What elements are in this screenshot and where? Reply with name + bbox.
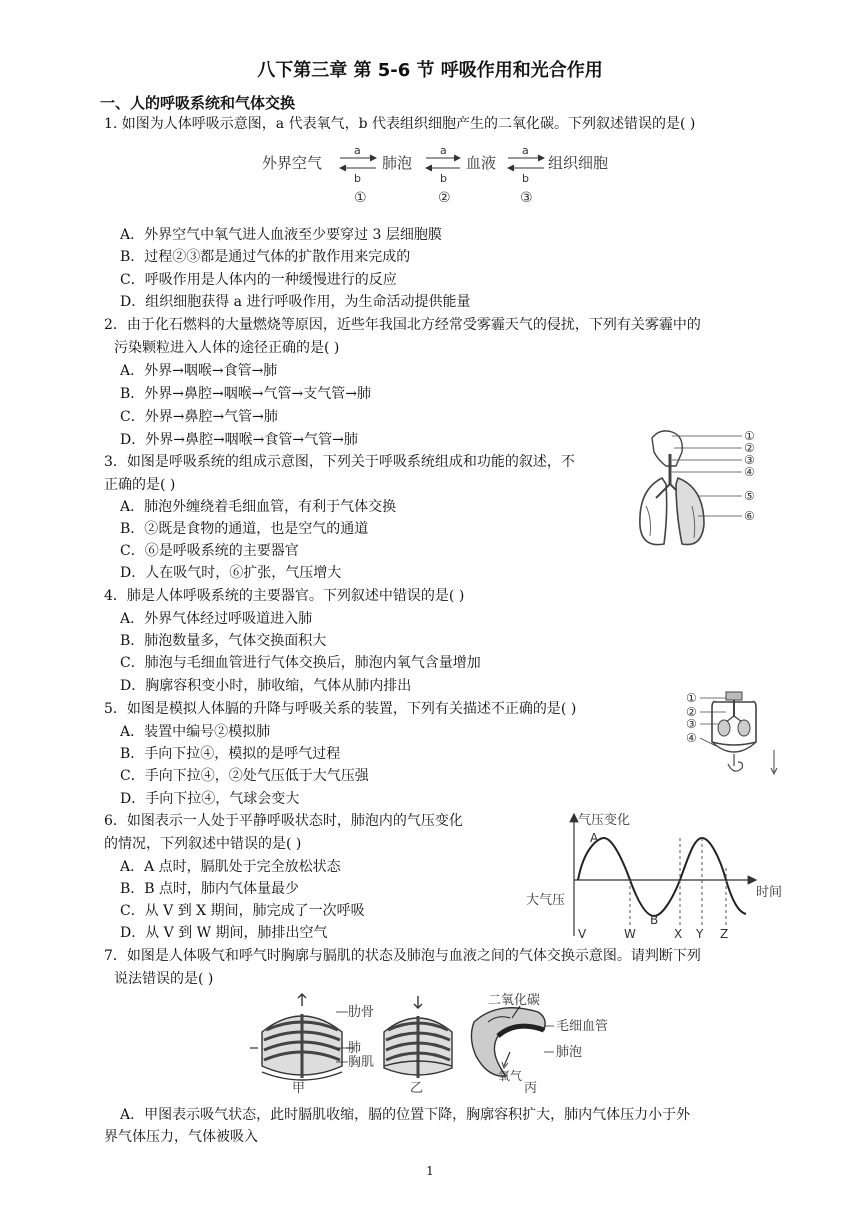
q6-option-a: A．A 点时，膈肌处于完全放松状态 <box>120 859 341 875</box>
svg-text:二氧化碳: 二氧化碳 <box>488 993 541 1008</box>
svg-text:肺: 肺 <box>348 1041 362 1056</box>
svg-text:肋骨: 肋骨 <box>348 1005 375 1020</box>
svg-text:a: a <box>440 144 447 157</box>
svg-text:③: ③ <box>744 453 755 467</box>
q1-stem: 1. 如图为人体呼吸示意图，a 代表氧气，b 代表组织细胞产生的二氧化碳。下列叙述错误的是( ) <box>104 116 696 132</box>
svg-text:①: ① <box>686 691 697 705</box>
q1-node-air: 外界空气 <box>262 154 323 172</box>
q5-option-d: D．手向下拉④，气球会变大 <box>120 791 300 807</box>
svg-text:④: ④ <box>686 731 697 745</box>
svg-text:氧气: 氧气 <box>498 1069 523 1083</box>
q7-stem-line2: 说法错误的是( ) <box>114 971 214 987</box>
svg-text:a: a <box>522 144 529 157</box>
q1-option-c: C．呼吸作用是人体内的一种缓慢进行的反应 <box>120 272 397 288</box>
q3-option-b: B．②既是食物的通道，也是空气的通道 <box>120 521 369 537</box>
q3-stem-line1: 3．如图是呼吸系统的组成示意图，下列关于呼吸系统组成和功能的叙述，不 <box>104 454 575 470</box>
svg-text:b: b <box>440 172 447 185</box>
q5-bell-jar-model-figure <box>686 688 786 780</box>
q6-stem-line1: 6．如图表示一人处于平静呼吸状态时，肺泡内的气压变化 <box>104 813 463 829</box>
q6-baseline-label: 大气压 <box>526 893 566 908</box>
q6-option-c: C．从 V 到 X 期间，肺完成了一次呼吸 <box>120 903 365 919</box>
q3-option-c: C．⑥是呼吸系统的主要器官 <box>120 543 299 559</box>
svg-text:W: W <box>624 927 636 940</box>
q3-option-a: A．肺泡外缠绕着毛细血管，有利于气体交换 <box>120 499 397 515</box>
svg-text:②: ② <box>686 705 697 719</box>
q7-breathing-figure <box>248 992 668 1096</box>
q1-option-a: A．外界空气中氧气进人血液至少要穿过 3 层细胞膜 <box>120 227 442 243</box>
q7-option-a-line1: A．甲图表示吸气状态，此时膈肌收缩，膈的位置下降，胸廓容积扩大，肺内气体压力小于外 <box>120 1107 691 1123</box>
svg-text:V: V <box>578 927 587 940</box>
q5-stem: 5．如图是模拟人体膈的升降与呼吸关系的装置，下列有关描述不正确的是( ) <box>104 701 577 717</box>
q7-alveolus-diagram <box>471 1006 545 1076</box>
q1-respiration-figure <box>262 142 622 206</box>
q4-option-d: D．胸廓容积变小时，肺收缩，气体从肺内排出 <box>120 678 412 694</box>
q5-option-b: B．手向下拉④，模拟的是呼气过程 <box>120 746 341 762</box>
q5-option-c: C．手向下拉④，②处气压低于大气压强 <box>120 768 369 784</box>
q1-node-cells: 组织细胞 <box>548 154 609 172</box>
q1-node-blood: 血液 <box>466 154 497 172</box>
q3-respiratory-system-figure <box>632 426 772 556</box>
q6-stem-line2: 的情况，下列叙述中错误的是( ) <box>104 836 302 852</box>
svg-text:B: B <box>650 913 659 927</box>
q4-option-a: A．外界气体经过呼吸道进入肺 <box>120 611 313 627</box>
svg-text:肺泡: 肺泡 <box>556 1045 583 1060</box>
q6-pressure-curve <box>578 838 746 916</box>
q4-option-c: C．肺泡与毛细血管进行气体交换后，肺泡内氧气含量增加 <box>120 655 481 671</box>
section-heading: 一、人的呼吸系统和气体交换 <box>100 94 296 112</box>
svg-text:③: ③ <box>686 717 697 731</box>
q2-option-b: B．外界→鼻腔→咽喉→气管→支气管→肺 <box>120 386 371 402</box>
q4-stem: 4．肺是人体呼吸系统的主要器官。下列叙述中错误的是( ) <box>104 588 465 604</box>
q2-stem-line2: 污染颗粒进入人体的途径正确的是( ) <box>114 340 340 356</box>
q7-ribcage-jia <box>250 994 354 1080</box>
q1-option-b: B．过程②③都是通过气体的扩散作用来完成的 <box>120 249 411 265</box>
page-number: 1 <box>426 1164 434 1178</box>
svg-text:A: A <box>590 831 599 845</box>
q1-node-alveoli: 肺泡 <box>382 154 413 172</box>
svg-text:④: ④ <box>744 465 755 479</box>
q6-ylabel: 气压变化 <box>578 813 631 828</box>
q5-option-a: A．装置中编号②模拟肺 <box>120 724 271 740</box>
q3-stem-line2: 正确的是( ) <box>104 477 176 493</box>
svg-text:b: b <box>522 172 529 185</box>
q2-option-c: C．外界→鼻腔→气管→肺 <box>120 409 278 425</box>
q1-num-3: ③ <box>520 190 533 206</box>
svg-text:胸肌: 胸肌 <box>348 1055 375 1070</box>
q6-pressure-chart <box>524 808 786 940</box>
svg-text:⑥: ⑥ <box>744 509 755 523</box>
svg-text:乙: 乙 <box>410 1081 424 1096</box>
q1-num-2: ② <box>438 190 451 206</box>
q2-option-a: A．外界→咽喉→食管→肺 <box>120 363 278 379</box>
q7-stem-line1: 7．如图是人体吸气和呼气时胸廓与膈肌的状态及肺泡与血液之间的气体交换示意图。请判断下列 <box>104 948 701 964</box>
svg-text:毛细血管: 毛细血管 <box>556 1019 609 1034</box>
q7-option-a-line2: 界气体压力，气体被吸入 <box>104 1129 258 1145</box>
svg-text:a: a <box>354 144 361 157</box>
q1-option-d: D．组织细胞获得 a 进行呼吸作用，为生命活动提供能量 <box>120 294 471 310</box>
svg-text:X: X <box>674 927 683 940</box>
page-title: 八下第三章 第 5-6 节 呼吸作用和光合作用 <box>257 60 603 81</box>
q2-option-d: D．外界→鼻腔→咽喉→食管→气管→肺 <box>120 432 358 448</box>
q7-ribcage-yi <box>384 996 452 1078</box>
q4-option-b: B．肺泡数量多，气体交换面积大 <box>120 633 327 649</box>
q2-stem-line1: 2．由于化石燃料的大量燃烧等原因，近些年我国北方经常受雾霾天气的侵扰，下列有关雾霾中的 <box>104 317 701 333</box>
svg-text:丙: 丙 <box>524 1081 538 1096</box>
q3-option-d: D．人在吸气时，⑥扩张，气压增大 <box>120 565 342 581</box>
svg-text:甲: 甲 <box>292 1081 306 1096</box>
svg-text:Z: Z <box>720 927 729 940</box>
q1-num-1: ① <box>354 190 367 206</box>
q6-xlabel: 时间 <box>756 885 783 900</box>
svg-text:b: b <box>354 172 361 185</box>
svg-text:⑤: ⑤ <box>744 489 755 503</box>
q6-option-d: D．从 V 到 W 期间，肺排出空气 <box>120 925 328 941</box>
svg-text:①: ① <box>744 429 755 443</box>
q6-option-b: B．B 点时，肺内气体量最少 <box>120 881 300 897</box>
svg-text:②: ② <box>744 441 755 455</box>
svg-text:Y: Y <box>696 927 704 940</box>
